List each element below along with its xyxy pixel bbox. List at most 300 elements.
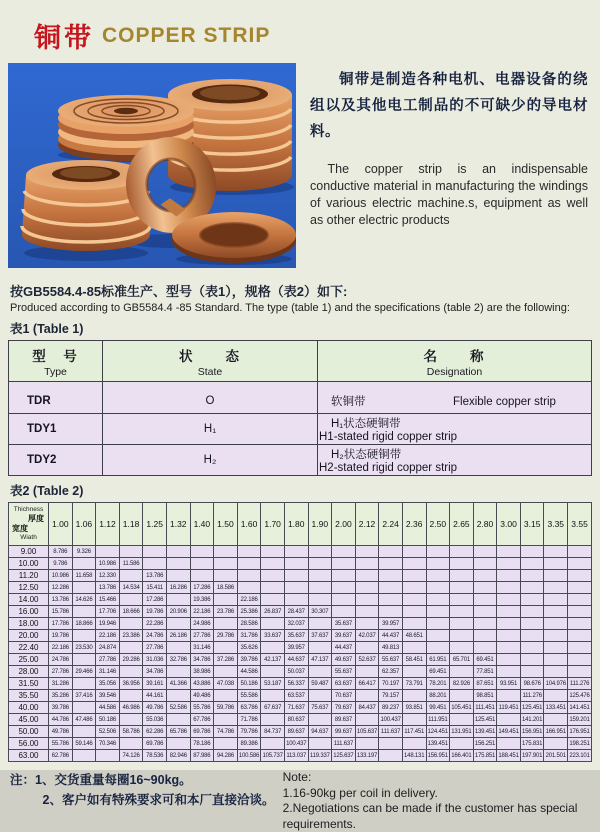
value-cell: 70.197: [379, 678, 403, 690]
value-cell: [237, 558, 261, 570]
value-cell: 14.534: [119, 582, 143, 594]
designation-cell: [318, 414, 592, 445]
value-cell: 19.946: [96, 618, 120, 630]
value-cell: 139.451: [473, 726, 497, 738]
value-cell: 23.386: [119, 630, 143, 642]
table2-row: [9, 738, 592, 750]
value-cell: 49.486: [190, 690, 214, 702]
notes-zh-item-2: 2、客户如有特殊要求可和本厂直接洽谈。: [42, 793, 275, 807]
thickness-header: 3.00: [497, 503, 521, 546]
value-cell: [379, 750, 403, 762]
value-cell: [284, 546, 308, 558]
value-cell: [473, 582, 497, 594]
value-cell: 44.637: [284, 654, 308, 666]
designation-zh: H₁状态硬铜带: [331, 418, 401, 430]
value-cell: [72, 750, 96, 762]
value-cell: [450, 618, 474, 630]
width-cell: 56.00: [9, 738, 49, 750]
value-cell: [520, 666, 544, 678]
value-cell: 98.676: [520, 678, 544, 690]
width-cell: 14.00: [9, 594, 49, 606]
value-cell: 15.411: [143, 582, 167, 594]
value-cell: [450, 666, 474, 678]
value-cell: [261, 594, 285, 606]
thickness-header: 2.24: [379, 503, 403, 546]
value-cell: 69.451: [426, 666, 450, 678]
value-cell: 27.786: [190, 630, 214, 642]
value-cell: 24.786: [143, 630, 167, 642]
width-cell: 45.00: [9, 714, 49, 726]
value-cell: 113.037: [284, 750, 308, 762]
value-cell: 133.451: [544, 702, 568, 714]
value-cell: 78.536: [143, 750, 167, 762]
value-cell: [473, 558, 497, 570]
designation-en: H2-stated rigid copper strip: [319, 462, 458, 474]
value-cell: [402, 606, 426, 618]
value-cell: [520, 570, 544, 582]
value-cell: 35.056: [96, 678, 120, 690]
top-section: [8, 63, 592, 268]
value-cell: [450, 582, 474, 594]
value-cell: 99.637: [332, 726, 356, 738]
value-cell: [568, 546, 592, 558]
value-cell: 49.637: [332, 654, 356, 666]
value-cell: [568, 654, 592, 666]
corner-width-zh: 宽度: [12, 524, 28, 533]
value-cell: [568, 642, 592, 654]
value-cell: [166, 690, 190, 702]
value-cell: 31.286: [49, 678, 73, 690]
value-cell: 94.286: [214, 750, 238, 762]
value-cell: 84.437: [355, 702, 379, 714]
value-cell: [520, 606, 544, 618]
value-cell: [497, 642, 521, 654]
value-cell: 80.637: [284, 714, 308, 726]
value-cell: 156.251: [473, 738, 497, 750]
value-cell: [261, 738, 285, 750]
value-cell: [166, 546, 190, 558]
value-cell: [332, 582, 356, 594]
table2-row: [9, 618, 592, 630]
value-cell: [520, 642, 544, 654]
value-cell: [497, 618, 521, 630]
value-cell: 149.451: [497, 726, 521, 738]
value-cell: [214, 714, 238, 726]
value-cell: 46.986: [119, 702, 143, 714]
value-cell: 49.813: [379, 642, 403, 654]
table1-caption: 表1 (Table 1): [10, 322, 84, 336]
value-cell: 44.437: [332, 642, 356, 654]
standard-line-chinese: 按GB5584.4-85标准生产、型号（表1），规格（表2）如下:: [10, 284, 348, 299]
thickness-header: 2.50: [426, 503, 450, 546]
value-cell: 31.146: [190, 642, 214, 654]
value-cell: 29.466: [72, 666, 96, 678]
value-cell: [497, 546, 521, 558]
header-state-en: State: [197, 366, 223, 378]
value-cell: 11.586: [119, 558, 143, 570]
value-cell: [355, 690, 379, 702]
corner-thickness-label: Thichness: [13, 506, 44, 514]
value-cell: 166.401: [450, 750, 474, 762]
value-cell: 89.237: [379, 702, 403, 714]
value-cell: [497, 606, 521, 618]
value-cell: [332, 594, 356, 606]
table2-row: [9, 594, 592, 606]
value-cell: [473, 630, 497, 642]
value-cell: 19.786: [143, 606, 167, 618]
value-cell: 20.906: [166, 606, 190, 618]
value-cell: 10.986: [96, 558, 120, 570]
type-state-table: [8, 340, 592, 476]
value-cell: 44.586: [96, 702, 120, 714]
value-cell: [402, 594, 426, 606]
value-cell: [166, 714, 190, 726]
value-cell: 34.786: [190, 654, 214, 666]
value-cell: [308, 690, 332, 702]
value-cell: 39.957: [379, 618, 403, 630]
type-cell: TDY1: [9, 414, 103, 445]
value-cell: 10.986: [49, 570, 73, 582]
value-cell: 26.837: [261, 606, 285, 618]
value-cell: 82.946: [166, 750, 190, 762]
table2-row: [9, 546, 592, 558]
value-cell: [379, 582, 403, 594]
width-cell: 10.00: [9, 558, 49, 570]
value-cell: 13.786: [143, 570, 167, 582]
value-cell: 32.786: [166, 654, 190, 666]
thickness-header: 1.40: [190, 503, 214, 546]
value-cell: [308, 714, 332, 726]
value-cell: [450, 558, 474, 570]
thickness-header: 1.90: [308, 503, 332, 546]
state-cell: H₁: [103, 414, 318, 445]
value-cell: [355, 642, 379, 654]
value-cell: 35.637: [332, 618, 356, 630]
table2-row: [9, 690, 592, 702]
value-cell: 176.951: [568, 726, 592, 738]
value-cell: 69.451: [473, 654, 497, 666]
value-cell: 131.951: [450, 726, 474, 738]
value-cell: [544, 714, 568, 726]
value-cell: [190, 570, 214, 582]
value-cell: 67.786: [190, 714, 214, 726]
value-cell: 19.786: [49, 630, 73, 642]
value-cell: [544, 738, 568, 750]
value-cell: 44.586: [237, 666, 261, 678]
value-cell: [497, 558, 521, 570]
intro-text-block: [308, 63, 592, 268]
value-cell: 89.637: [332, 714, 356, 726]
width-cell: 35.50: [9, 690, 49, 702]
table2-row: [9, 678, 592, 690]
value-cell: 47.038: [214, 678, 238, 690]
value-cell: 18.866: [72, 618, 96, 630]
width-cell: 28.00: [9, 666, 49, 678]
value-cell: 105.637: [355, 726, 379, 738]
value-cell: [402, 690, 426, 702]
value-cell: [355, 570, 379, 582]
value-cell: 49.786: [143, 702, 167, 714]
value-cell: 65.701: [450, 654, 474, 666]
notes-section: [10, 770, 590, 832]
value-cell: 28.437: [284, 606, 308, 618]
value-cell: [72, 702, 96, 714]
value-cell: [166, 618, 190, 630]
value-cell: [402, 714, 426, 726]
width-cell: 50.00: [9, 726, 49, 738]
value-cell: [520, 618, 544, 630]
header-state-zh: 状 态: [179, 349, 241, 364]
value-cell: 156.951: [426, 750, 450, 762]
value-cell: 26.186: [166, 630, 190, 642]
value-cell: [520, 654, 544, 666]
thickness-header: 2.80: [473, 503, 497, 546]
value-cell: 24.874: [96, 642, 120, 654]
value-cell: [450, 630, 474, 642]
value-cell: [332, 558, 356, 570]
value-cell: 55.637: [379, 654, 403, 666]
value-cell: [261, 666, 285, 678]
value-cell: 100.586: [237, 750, 261, 762]
value-cell: 87.651: [473, 678, 497, 690]
value-cell: [119, 618, 143, 630]
value-cell: [379, 594, 403, 606]
value-cell: [473, 606, 497, 618]
value-cell: [568, 582, 592, 594]
value-cell: 78.201: [426, 678, 450, 690]
value-cell: 62.357: [379, 666, 403, 678]
value-cell: 41.366: [166, 678, 190, 690]
value-cell: [379, 546, 403, 558]
value-cell: [308, 546, 332, 558]
value-cell: 39.786: [237, 654, 261, 666]
value-cell: 175.831: [520, 738, 544, 750]
corner-width-label: Wiath: [20, 533, 37, 541]
value-cell: [450, 738, 474, 750]
value-cell: [261, 558, 285, 570]
value-cell: 11.658: [72, 570, 96, 582]
value-cell: [473, 570, 497, 582]
value-cell: 42.037: [355, 630, 379, 642]
thickness-header: 1.60: [237, 503, 261, 546]
value-cell: [426, 594, 450, 606]
table2-row: [9, 630, 592, 642]
thickness-header: 3.55: [568, 503, 592, 546]
designation-cell: [318, 382, 592, 414]
thickness-header: 1.70: [261, 503, 285, 546]
value-cell: 124.451: [426, 726, 450, 738]
designation-cell: [318, 445, 592, 476]
width-cell: 25.00: [9, 654, 49, 666]
value-cell: [214, 738, 238, 750]
value-cell: 188.451: [497, 750, 521, 762]
value-cell: 119.451: [497, 702, 521, 714]
value-cell: 100.437: [284, 738, 308, 750]
value-cell: [426, 582, 450, 594]
value-cell: 77.851: [473, 666, 497, 678]
value-cell: 37.416: [72, 690, 96, 702]
value-cell: 166.951: [544, 726, 568, 738]
table2-row: [9, 558, 592, 570]
width-cell: 11.20: [9, 570, 49, 582]
value-cell: 89.386: [237, 738, 261, 750]
value-cell: [214, 546, 238, 558]
value-cell: [450, 570, 474, 582]
value-cell: 50.186: [96, 714, 120, 726]
value-cell: [497, 582, 521, 594]
table2-row: [9, 726, 592, 738]
value-cell: [284, 582, 308, 594]
designation-zh: H₂状态硬铜带: [331, 449, 402, 461]
value-cell: 12.286: [49, 582, 73, 594]
value-cell: 22.186: [49, 642, 73, 654]
value-cell: 33.637: [261, 630, 285, 642]
value-cell: 31.036: [143, 654, 167, 666]
value-cell: 61.951: [426, 654, 450, 666]
value-cell: [261, 642, 285, 654]
value-cell: 69.786: [190, 726, 214, 738]
value-cell: 93.851: [402, 702, 426, 714]
value-cell: 12.330: [96, 570, 120, 582]
value-cell: [308, 738, 332, 750]
value-cell: 17.786: [49, 618, 73, 630]
notes-zh-label: 注：: [10, 773, 36, 787]
value-cell: 198.251: [568, 738, 592, 750]
value-cell: [308, 594, 332, 606]
value-cell: [520, 558, 544, 570]
value-cell: 37.637: [308, 630, 332, 642]
header-type-en: Type: [44, 366, 67, 378]
value-cell: 17.706: [96, 606, 120, 618]
value-cell: [214, 618, 238, 630]
value-cell: 71.786: [237, 714, 261, 726]
value-cell: [426, 630, 450, 642]
value-cell: [520, 630, 544, 642]
value-cell: [308, 618, 332, 630]
value-cell: 111.637: [379, 726, 403, 738]
value-cell: 63.786: [237, 702, 261, 714]
value-cell: 18.666: [119, 606, 143, 618]
value-cell: [119, 690, 143, 702]
value-cell: [119, 714, 143, 726]
value-cell: [261, 546, 285, 558]
width-cell: 18.00: [9, 618, 49, 630]
value-cell: 84.737: [261, 726, 285, 738]
value-cell: [284, 570, 308, 582]
table1-header: [9, 341, 592, 382]
value-cell: [379, 558, 403, 570]
value-cell: 8.786: [49, 546, 73, 558]
value-cell: [568, 594, 592, 606]
value-cell: [355, 714, 379, 726]
value-cell: [450, 546, 474, 558]
value-cell: 47.486: [72, 714, 96, 726]
standard-line-english: Produced according to GB5584.4 -85 Standard. The type (table 1) and the specifications (table 2) are the following:: [10, 302, 570, 314]
thickness-header: 1.18: [119, 503, 143, 546]
value-cell: 22.186: [190, 606, 214, 618]
value-cell: [568, 570, 592, 582]
value-cell: [119, 570, 143, 582]
state-cell: H₂: [103, 445, 318, 476]
value-cell: [426, 570, 450, 582]
value-cell: [497, 570, 521, 582]
value-cell: 71.637: [284, 702, 308, 714]
value-cell: [544, 666, 568, 678]
thickness-header: 1.12: [96, 503, 120, 546]
designation-en: Flexible copper strip: [453, 396, 556, 408]
value-cell: 35.626: [237, 642, 261, 654]
notes-zh-item-1: 1、交货重量每圈16~90kg。: [35, 773, 192, 787]
page-header: [0, 0, 600, 59]
value-cell: [568, 606, 592, 618]
value-cell: 175.851: [473, 750, 497, 762]
value-cell: [355, 558, 379, 570]
table2-row: [9, 702, 592, 714]
value-cell: [497, 666, 521, 678]
value-cell: 93.951: [497, 678, 521, 690]
value-cell: 65.786: [166, 726, 190, 738]
value-cell: [426, 642, 450, 654]
value-cell: 74.786: [214, 726, 238, 738]
value-cell: 119.337: [308, 750, 332, 762]
value-cell: [214, 594, 238, 606]
value-cell: [214, 558, 238, 570]
value-cell: [402, 558, 426, 570]
value-cell: [166, 594, 190, 606]
value-cell: [379, 606, 403, 618]
value-cell: 79.786: [237, 726, 261, 738]
value-cell: [166, 666, 190, 678]
intro-paragraph-english: The copper strip is an indispensable conductive material in manufacturing the windings of various electric machine.s, equipment as well as other electric products: [310, 162, 588, 227]
value-cell: [426, 606, 450, 618]
value-cell: 156.951: [520, 726, 544, 738]
value-cell: 13.786: [49, 594, 73, 606]
value-cell: 105.451: [450, 702, 474, 714]
value-cell: [402, 570, 426, 582]
value-cell: [308, 642, 332, 654]
value-cell: 79.157: [379, 690, 403, 702]
value-cell: [544, 570, 568, 582]
specifications-table: [8, 502, 592, 762]
page-title-chinese: 铜带: [34, 23, 94, 53]
value-cell: 53.187: [261, 678, 285, 690]
value-cell: 159.201: [568, 714, 592, 726]
value-cell: 201.501: [544, 750, 568, 762]
thickness-header: 2.00: [332, 503, 356, 546]
value-cell: 22.186: [237, 594, 261, 606]
value-cell: [568, 618, 592, 630]
value-cell: 15.786: [49, 606, 73, 618]
value-cell: [119, 594, 143, 606]
value-cell: [308, 570, 332, 582]
value-cell: [308, 558, 332, 570]
value-cell: 44.786: [49, 714, 73, 726]
page-title-english: COPPER STRIP: [102, 23, 271, 47]
value-cell: [72, 606, 96, 618]
value-cell: 67.637: [261, 702, 285, 714]
table1-header-type: [9, 341, 103, 382]
value-cell: 55.637: [332, 666, 356, 678]
value-cell: 139.451: [426, 738, 450, 750]
width-cell: 12.50: [9, 582, 49, 594]
width-cell: 31.50: [9, 678, 49, 690]
value-cell: 24.986: [190, 618, 214, 630]
table2-corner-cell: [9, 503, 49, 546]
value-cell: 148.131: [402, 750, 426, 762]
value-cell: 125.637: [332, 750, 356, 762]
value-cell: [332, 546, 356, 558]
value-cell: 74.126: [119, 750, 143, 762]
